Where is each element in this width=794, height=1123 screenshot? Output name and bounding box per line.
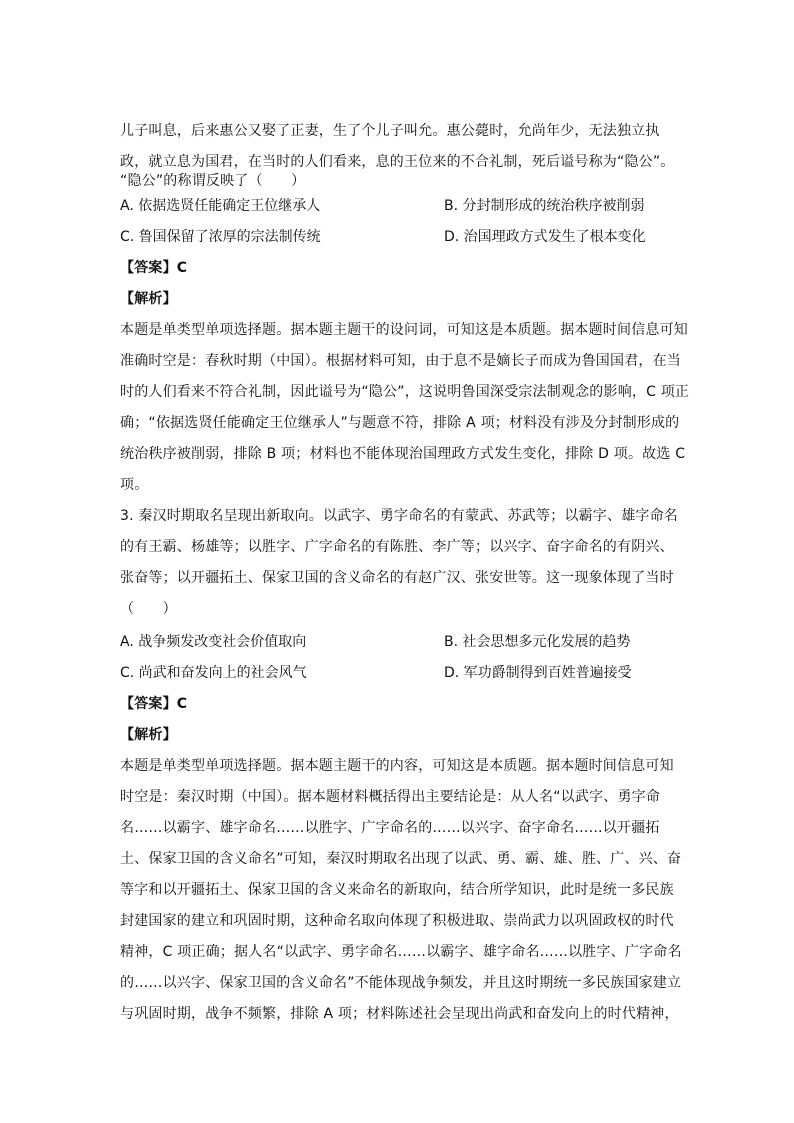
analysis-line: 准确时空是：春秋时期（中国）。根据材料可知，由于息不是嫡长子而成为鲁国国君，在当: [120, 353, 681, 369]
option-d: D. 治国理政方式发生了根本变化: [444, 229, 646, 245]
question-stem-line: 的有王霸、杨雄等；以胜字、广字命名的有陈胜、李广等；以兴字、奋字命名的有阴兴、: [120, 539, 674, 555]
option-b: B. 分封制形成的统治秩序被削弱: [444, 198, 645, 214]
analysis-line: 本题是单类型单项选择题。据本题主题干的内容，可知这是本质题。据本题时间信息可知: [120, 758, 674, 774]
question-stem-line: 3. 秦汉时期取名呈现出新取向。以武字、勇字命名的有蒙武、苏武等；以霸字、雄字命名: [120, 508, 679, 524]
analysis-line: 确；“依据选贤任能确定王位继承人”与题意不符，排除 A 项；材料没有涉及分封制形成的: [120, 415, 680, 431]
question-stem-line: 张奋等；以开疆拓土、保家卫国的含义命名的有赵广汉、张安世等。这一现象体现了当时: [120, 570, 674, 586]
option-c: C. 尚武和奋发向上的社会风气: [120, 665, 307, 681]
question-stem-line: （ ）: [120, 601, 177, 617]
analysis-label: 【解析】: [120, 727, 177, 743]
analysis-line: 封建国家的建立和巩固时期，这种命名取向体现了积极进取、崇尚武力以巩固政权的时代: [120, 913, 674, 929]
question-stem-line: 政，就立息为国君，在当时的人们看来，息的王位来的不合礼制，死后谥号称为“隐公”。: [120, 154, 675, 170]
analysis-line: 土、保家卫国的含义命名”可知，秦汉时期取名出现了以武、勇、霸、雄、胜、广、兴、奋: [120, 851, 682, 867]
question-stem-line: “隐公”的称谓反映了（ ）: [120, 173, 306, 189]
analysis-line: 精神，C 项正确；据人名“以武字、勇字命名……以霸字、雄字命名……以胜字、广字命名: [120, 944, 682, 960]
option-a: A. 战争频发改变社会价值取向: [120, 634, 307, 650]
analysis-line: 名……以霸字、雄字命名……以胜字、广字命名的……以兴字、奋字命名……以开疆拓: [120, 820, 660, 836]
analysis-label: 【解析】: [120, 291, 177, 307]
analysis-line: 等字和以开疆拓土、保家卫国的含义来命名的新取向，结合所学知识，此时是统一多民族: [120, 882, 674, 898]
analysis-line: 项。: [120, 477, 149, 493]
analysis-line: 统治秩序被削弱，排除 B 项；材料也不能体现治国理政方式发生变化，排除 D 项。故选 C: [120, 446, 686, 462]
answer-label: 【答案】C: [120, 696, 188, 712]
question-stem-line: 儿子叫息，后来惠公又娶了正妻，生了个儿子叫允。惠公薨时，允尚年少，无法独立执: [120, 123, 660, 139]
answer-label: 【答案】C: [120, 260, 188, 276]
analysis-line: 时空是：秦汉时期（中国）。据本题材料概括得出主要结论是：从人名“以武字、勇字命: [120, 789, 661, 805]
option-c: C. 鲁国保留了浓厚的宗法制传统: [120, 229, 321, 245]
option-a: A. 依据选贤任能确定王位继承人: [120, 198, 321, 214]
option-d: D. 军功爵制得到百姓普遍接受: [444, 665, 632, 681]
analysis-line: 本题是单类型单项选择题。据本题主题干的设问词，可知这是本质题。据本题时间信息可知: [120, 322, 688, 338]
analysis-line: 时的人们看来不符合礼制，因此谥号为“隐公”，这说明鲁国深受宗法制观念的影响，C 项正: [120, 384, 690, 400]
analysis-line: 的……以兴字、保家卫国的含义命名”不能体现战争频发，并且这时期统一多民族国家建立: [120, 975, 682, 991]
analysis-line: 与巩固时期，战争不频繁，排除 A 项；材料陈述社会呈现出尚武和奋发向上的时代精神，: [120, 1006, 679, 1022]
option-b: B. 社会思想多元化发展的趋势: [444, 634, 631, 650]
